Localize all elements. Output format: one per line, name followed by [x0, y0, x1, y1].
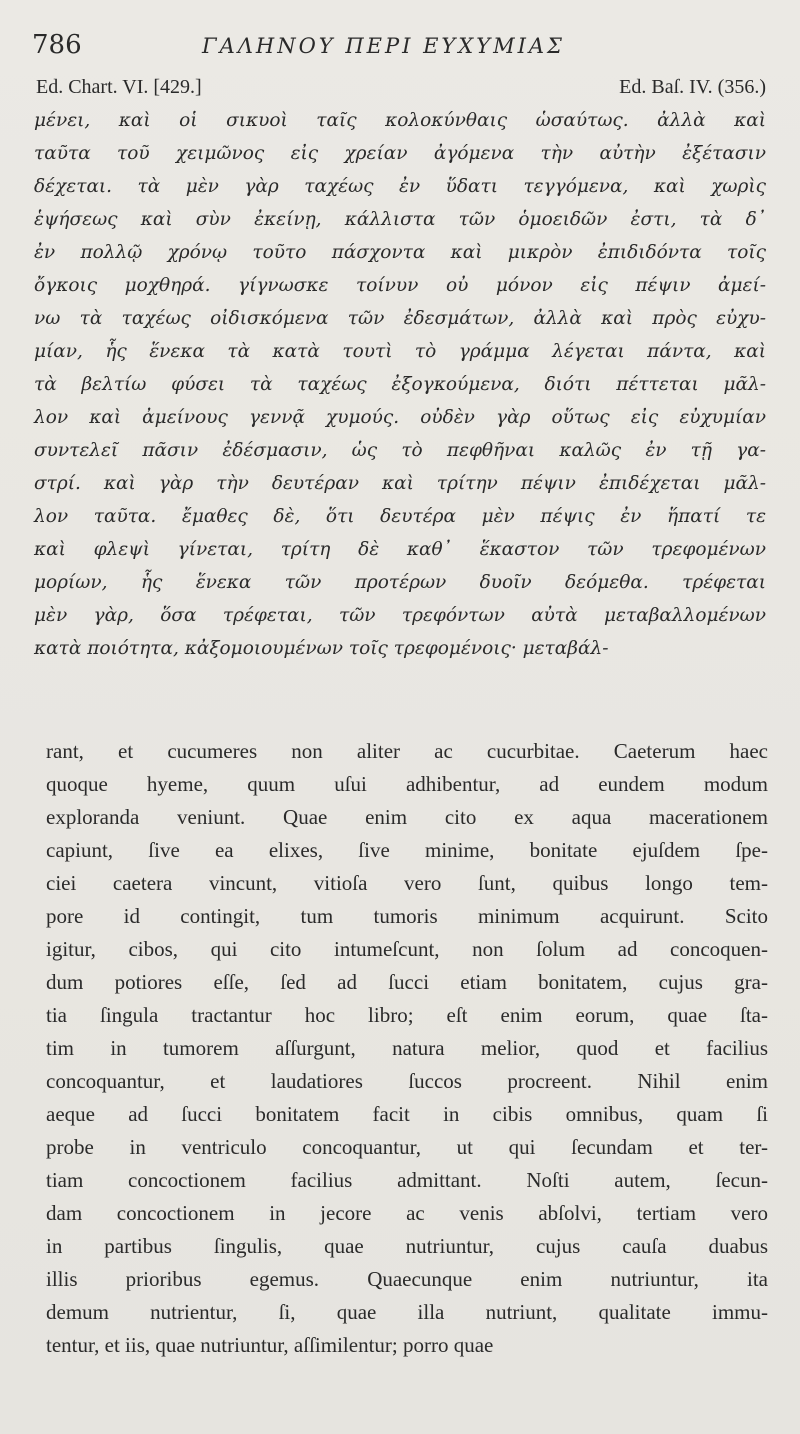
latin-text-line: concoquantur, et laudatiores ſuccos procreent. Nihil enim [46, 1069, 768, 1093]
greek-text-line: μορίων, ἧς ἕνεκα τῶν προτέρων δυοῖν δεόμεθα. τρέφεται [34, 572, 766, 593]
greek-text-block [34, 104, 766, 665]
greek-text-line: ταῦτα τοῦ χειμῶνος εἰς χρείαν ἀγόμενα τὴν αὐτὴν ἐξέτασιν [34, 143, 766, 164]
latin-text-line: demum nutrientur, ſi, quae illa nutriunt, qualitate immu- [46, 1300, 768, 1324]
greek-text-line: μένει, καὶ οἱ σικυοὶ ταῖς κολοκύνθαις ὡσαύτως. ἀλλὰ καὶ [34, 110, 766, 131]
latin-text-line: igitur, cibos, qui cito intumeſcunt, non ſolum ad concoquen- [46, 937, 768, 961]
greek-text-line: τὰ βελτίω φύσει τὰ ταχέως ἐξογκούμενα, διότι πέττεται μᾶλ- [34, 374, 766, 395]
greek-text-line: δέχεται. τὰ μὲν γὰρ ταχέως ἐν ὕδατι τεγγόμενα, καὶ χωρὶς [34, 176, 766, 197]
latin-text-line: tim in tumorem aſſurgunt, natura melior, quod et facilius [46, 1036, 768, 1060]
latin-text-line: in partibus ſingulis, quae nutriuntur, cujus cauſa duabus [46, 1234, 768, 1258]
latin-text-line: tia ſingula tractantur hoc libro; eſt enim eorum, quae ſta- [46, 1003, 768, 1027]
latin-text-line: tiam concoctionem facilius admittant. Noſti autem, ſecun- [46, 1168, 768, 1192]
greek-text-line: ἐν πολλῷ χρόνῳ τοῦτο πάσχοντα καὶ μικρὸν ἐπιδιδόντα τοῖς [34, 242, 766, 263]
latin-text-line: dam concoctionem in jecore ac venis abſolvi, tertiam vero [46, 1201, 768, 1225]
latin-text-line: capiunt, ſive ea elixes, ſive minime, bonitate ejuſdem ſpe- [46, 838, 768, 862]
greek-text-line: νω τὰ ταχέως οἰδισκόμενα τῶν ἐδεσμάτων, ἀλλὰ καὶ πρὸς εὐχυ- [34, 308, 766, 329]
greek-text-line: ὄγκοις μοχθηρά. γίγνωσκε τοίνυν οὐ μόνον εἰς πέψιν ἀμεί- [34, 275, 766, 296]
latin-text-line: dum potiores eſſe, ſed ad ſucci etiam bonitatem, cujus gra- [46, 970, 768, 994]
greek-text-line: κατὰ ποιότητα, κἀξομοιουμένων τοῖς τρεφομένοις· μεταβάλ- [34, 638, 609, 659]
latin-text-line: pore id contingit, tum tumoris minimum acquirunt. Scito [46, 904, 768, 928]
latin-text-line: aeque ad ſucci bonitatem facit in cibis omnibus, quam ſi [46, 1102, 768, 1126]
greek-text-line: ἑψήσεως καὶ σὺν ἐκείνῃ, κάλλιστα τῶν ὁμοειδῶν ἐστι, τὰ δ᾽ [34, 209, 766, 230]
latin-text-line: tentur, et iis, quae nutriuntur, aſſimilentur; porro quae [46, 1333, 494, 1357]
greek-text-line: συντελεῖ πᾶσιν ἐδέσμασιν, ὡς τὸ πεφθῆναι καλῶς ἐν τῇ γα- [34, 440, 766, 461]
edition-chartier: Ed. Chart. VI. [429.] [36, 76, 202, 98]
greek-text-line: μὲν γὰρ, ὅσα τρέφεται, τῶν τρεφόντων αὐτὰ μεταβαλλομένων [34, 605, 766, 626]
page-number: 786 [32, 30, 82, 60]
latin-text-block [46, 735, 768, 1362]
latin-text-line: quoque hyeme, quum uſui adhibentur, ad eundem modum [46, 772, 768, 796]
greek-text-line: καὶ φλεψὶ γίνεται, τρίτη δὲ καθ᾽ ἕκαστον τῶν τρεφομένων [34, 539, 766, 560]
latin-text-line: rant, et cucumeres non aliter ac cucurbitae. Caeterum haec [46, 739, 768, 763]
greek-text-line: λον ταῦτα. ἔμαθες δὲ, ὅτι δευτέρα μὲν πέψις ἐν ἥπατί τε [34, 506, 766, 527]
greek-text-line: μίαν, ἧς ἕνεκα τὰ κατὰ τουτὶ τὸ γράμμα λέγεται πάντα, καὶ [34, 341, 766, 362]
page-header [32, 30, 772, 66]
running-title: ΓΑΛΗΝΟΥ ΠΕΡΙ ΕΥΧΥΜΙΑΣ [202, 34, 565, 58]
edition-basel: Ed. Baſ. IV. (356.) [619, 76, 766, 98]
greek-text-line: στρί. καὶ γὰρ τὴν δευτέραν καὶ τρίτην πέψιν ἐπιδέχεται μᾶλ- [34, 473, 766, 494]
latin-text-line: probe in ventriculo concoquantur, ut qui ſecundam et ter- [46, 1135, 768, 1159]
show-through-text [60, 700, 750, 726]
latin-text-line: exploranda veniunt. Quae enim cito ex aqua macerationem [46, 805, 768, 829]
latin-text-line: ciei caetera vincunt, vitioſa vero ſunt, quibus longo tem- [46, 871, 768, 895]
greek-text-line: λον καὶ ἀμείνους γεννᾷ χυμούς. οὐδὲν γὰρ οὕτως εἰς εὐχυμίαν [34, 407, 766, 428]
latin-text-line: illis prioribus egemus. Quaecunque enim nutriuntur, ita [46, 1267, 768, 1291]
